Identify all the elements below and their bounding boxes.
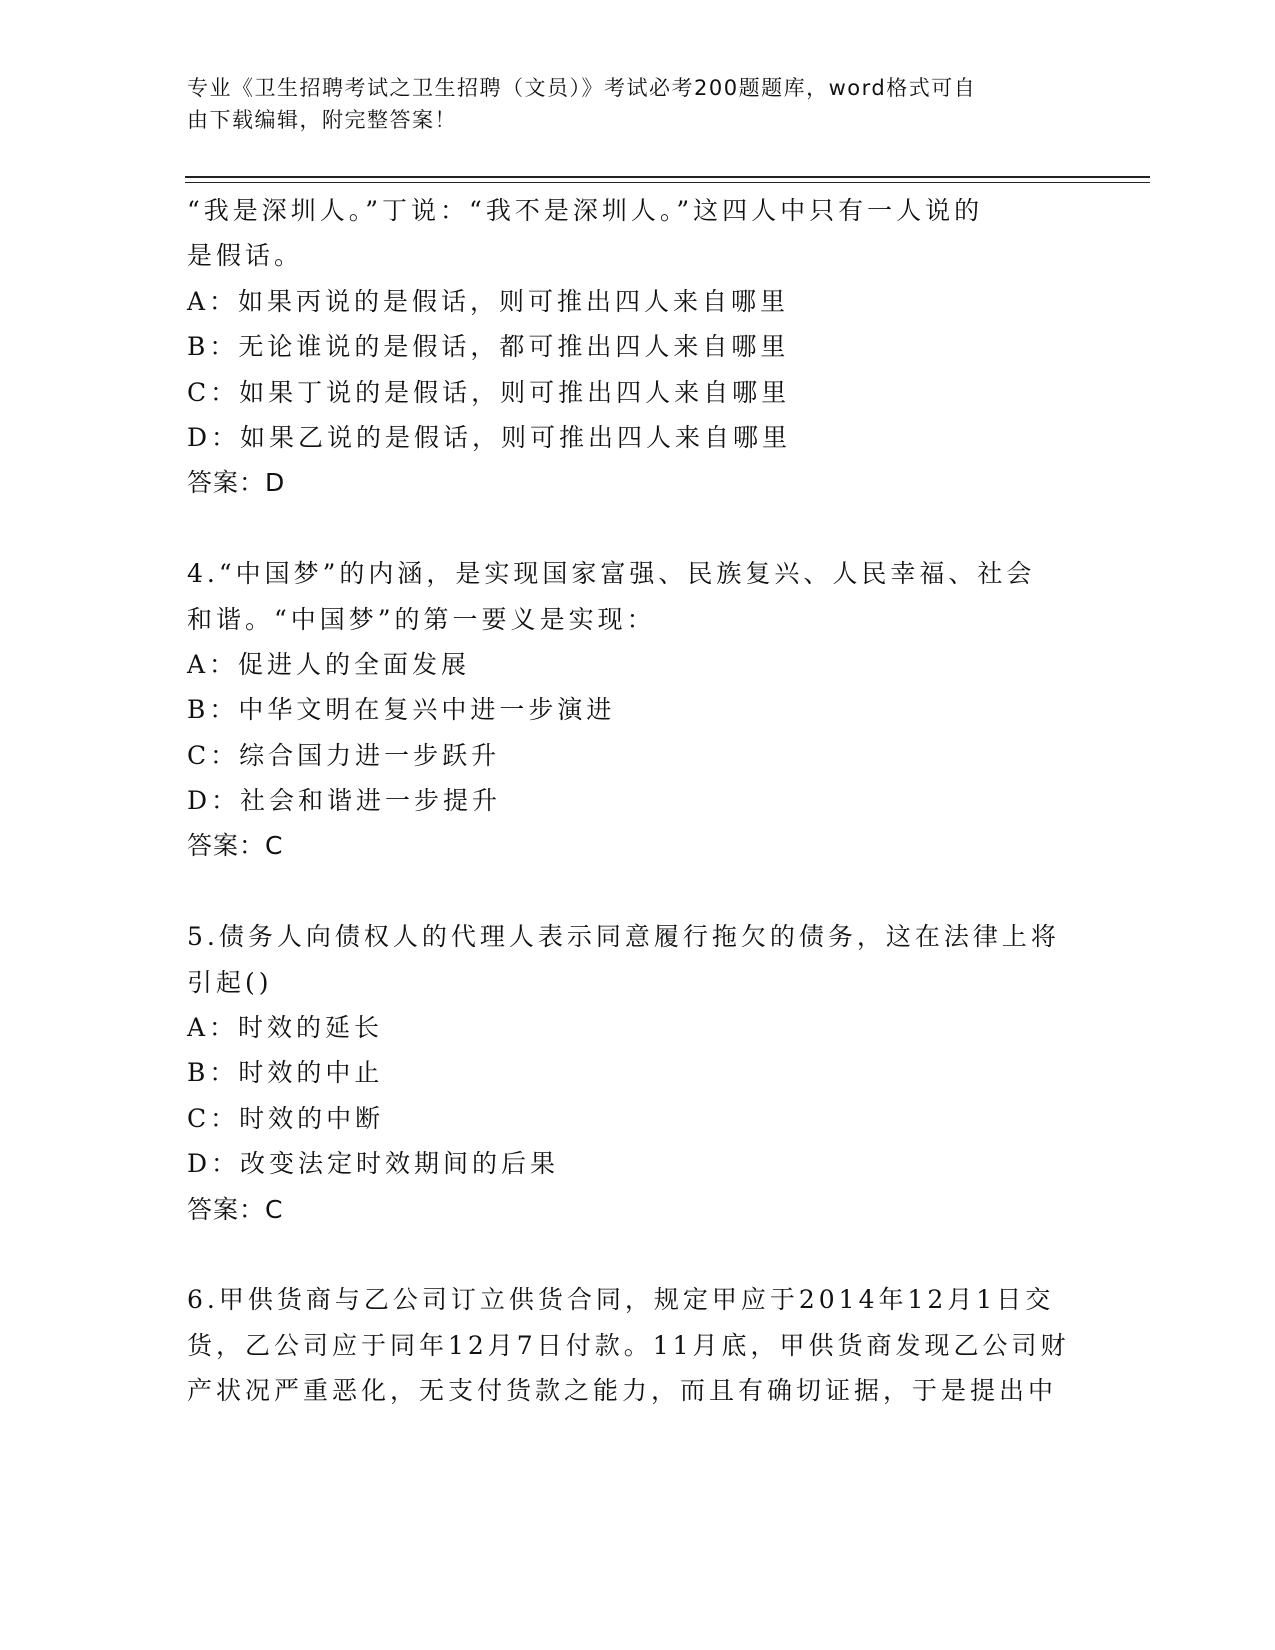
question-stem-line: 货，乙公司应于同年12月7日付款。11月底，甲供货商发现乙公司财	[187, 1330, 1070, 1360]
spacer	[187, 869, 1087, 914]
question-6	[187, 1277, 1087, 1413]
answer-line: 答案：C	[187, 1194, 284, 1224]
question-stem-line: 4.“中国梦”的内涵，是实现国家富强、民族复兴、人民幸福、社会	[187, 559, 1036, 589]
answer-line: 答案：C	[187, 831, 284, 861]
spacer	[187, 506, 1087, 551]
spacer	[187, 1232, 1087, 1277]
option-c: C：综合国力进一步跃升	[187, 740, 501, 770]
question-stem-line: 5.债务人向债权人的代理人表示同意履行拖欠的债务，这在法律上将	[187, 922, 1060, 952]
header-line-2: 由下载编辑，附完整答案！	[187, 108, 457, 132]
option-b: B：时效的中止	[187, 1058, 384, 1088]
option-a: A：促进人的全面发展	[187, 649, 471, 679]
question-stem-line: “我是深圳人。”丁说：“我不是深圳人。”这四人中只有一人说的	[187, 196, 984, 225]
option-d: D：改变法定时效期间的后果	[187, 1149, 560, 1179]
option-c: C：如果丁说的是假话，则可推出四人来自哪里	[187, 377, 791, 407]
option-b: B：无论谁说的是假话，都可推出四人来自哪里	[187, 332, 790, 362]
question-stem-line: 引起()	[187, 967, 273, 997]
option-c: C：时效的中断	[187, 1103, 385, 1133]
option-b: B：中华文明在复兴中进一步演进	[187, 695, 616, 725]
header-rule-thin	[185, 182, 1150, 183]
option-a: A：如果丙说的是假话，则可推出四人来自哪里	[187, 286, 790, 316]
header-line-1: 专业《卫生招聘考试之卫生招聘（文员）》考试必考200题题库，word格式可自	[187, 76, 977, 100]
question-stem-line: 产状况严重恶化，无支付货款之能力，而且有确切证据，于是提出中	[187, 1376, 1058, 1406]
question-stem-line: 和谐。“中国梦”的第一要义是实现：	[187, 604, 656, 634]
option-d: D：社会和谐进一步提升	[187, 786, 502, 816]
question-5	[187, 914, 1087, 1232]
question-stem-line: 是假话。	[187, 241, 304, 271]
question-4	[187, 551, 1087, 869]
question-3	[187, 188, 1087, 506]
question-stem-line: 6.甲供货商与乙公司订立供货合同，规定甲应于2014年12月1日交	[187, 1285, 1055, 1315]
option-d: D：如果乙说的是假话，则可推出四人来自哪里	[187, 422, 792, 452]
document-body	[187, 188, 1087, 1414]
option-a: A：时效的延长	[187, 1013, 384, 1043]
document-header	[187, 72, 1067, 136]
answer-line: 答案：D	[187, 468, 286, 498]
header-rule-thick	[185, 176, 1150, 178]
